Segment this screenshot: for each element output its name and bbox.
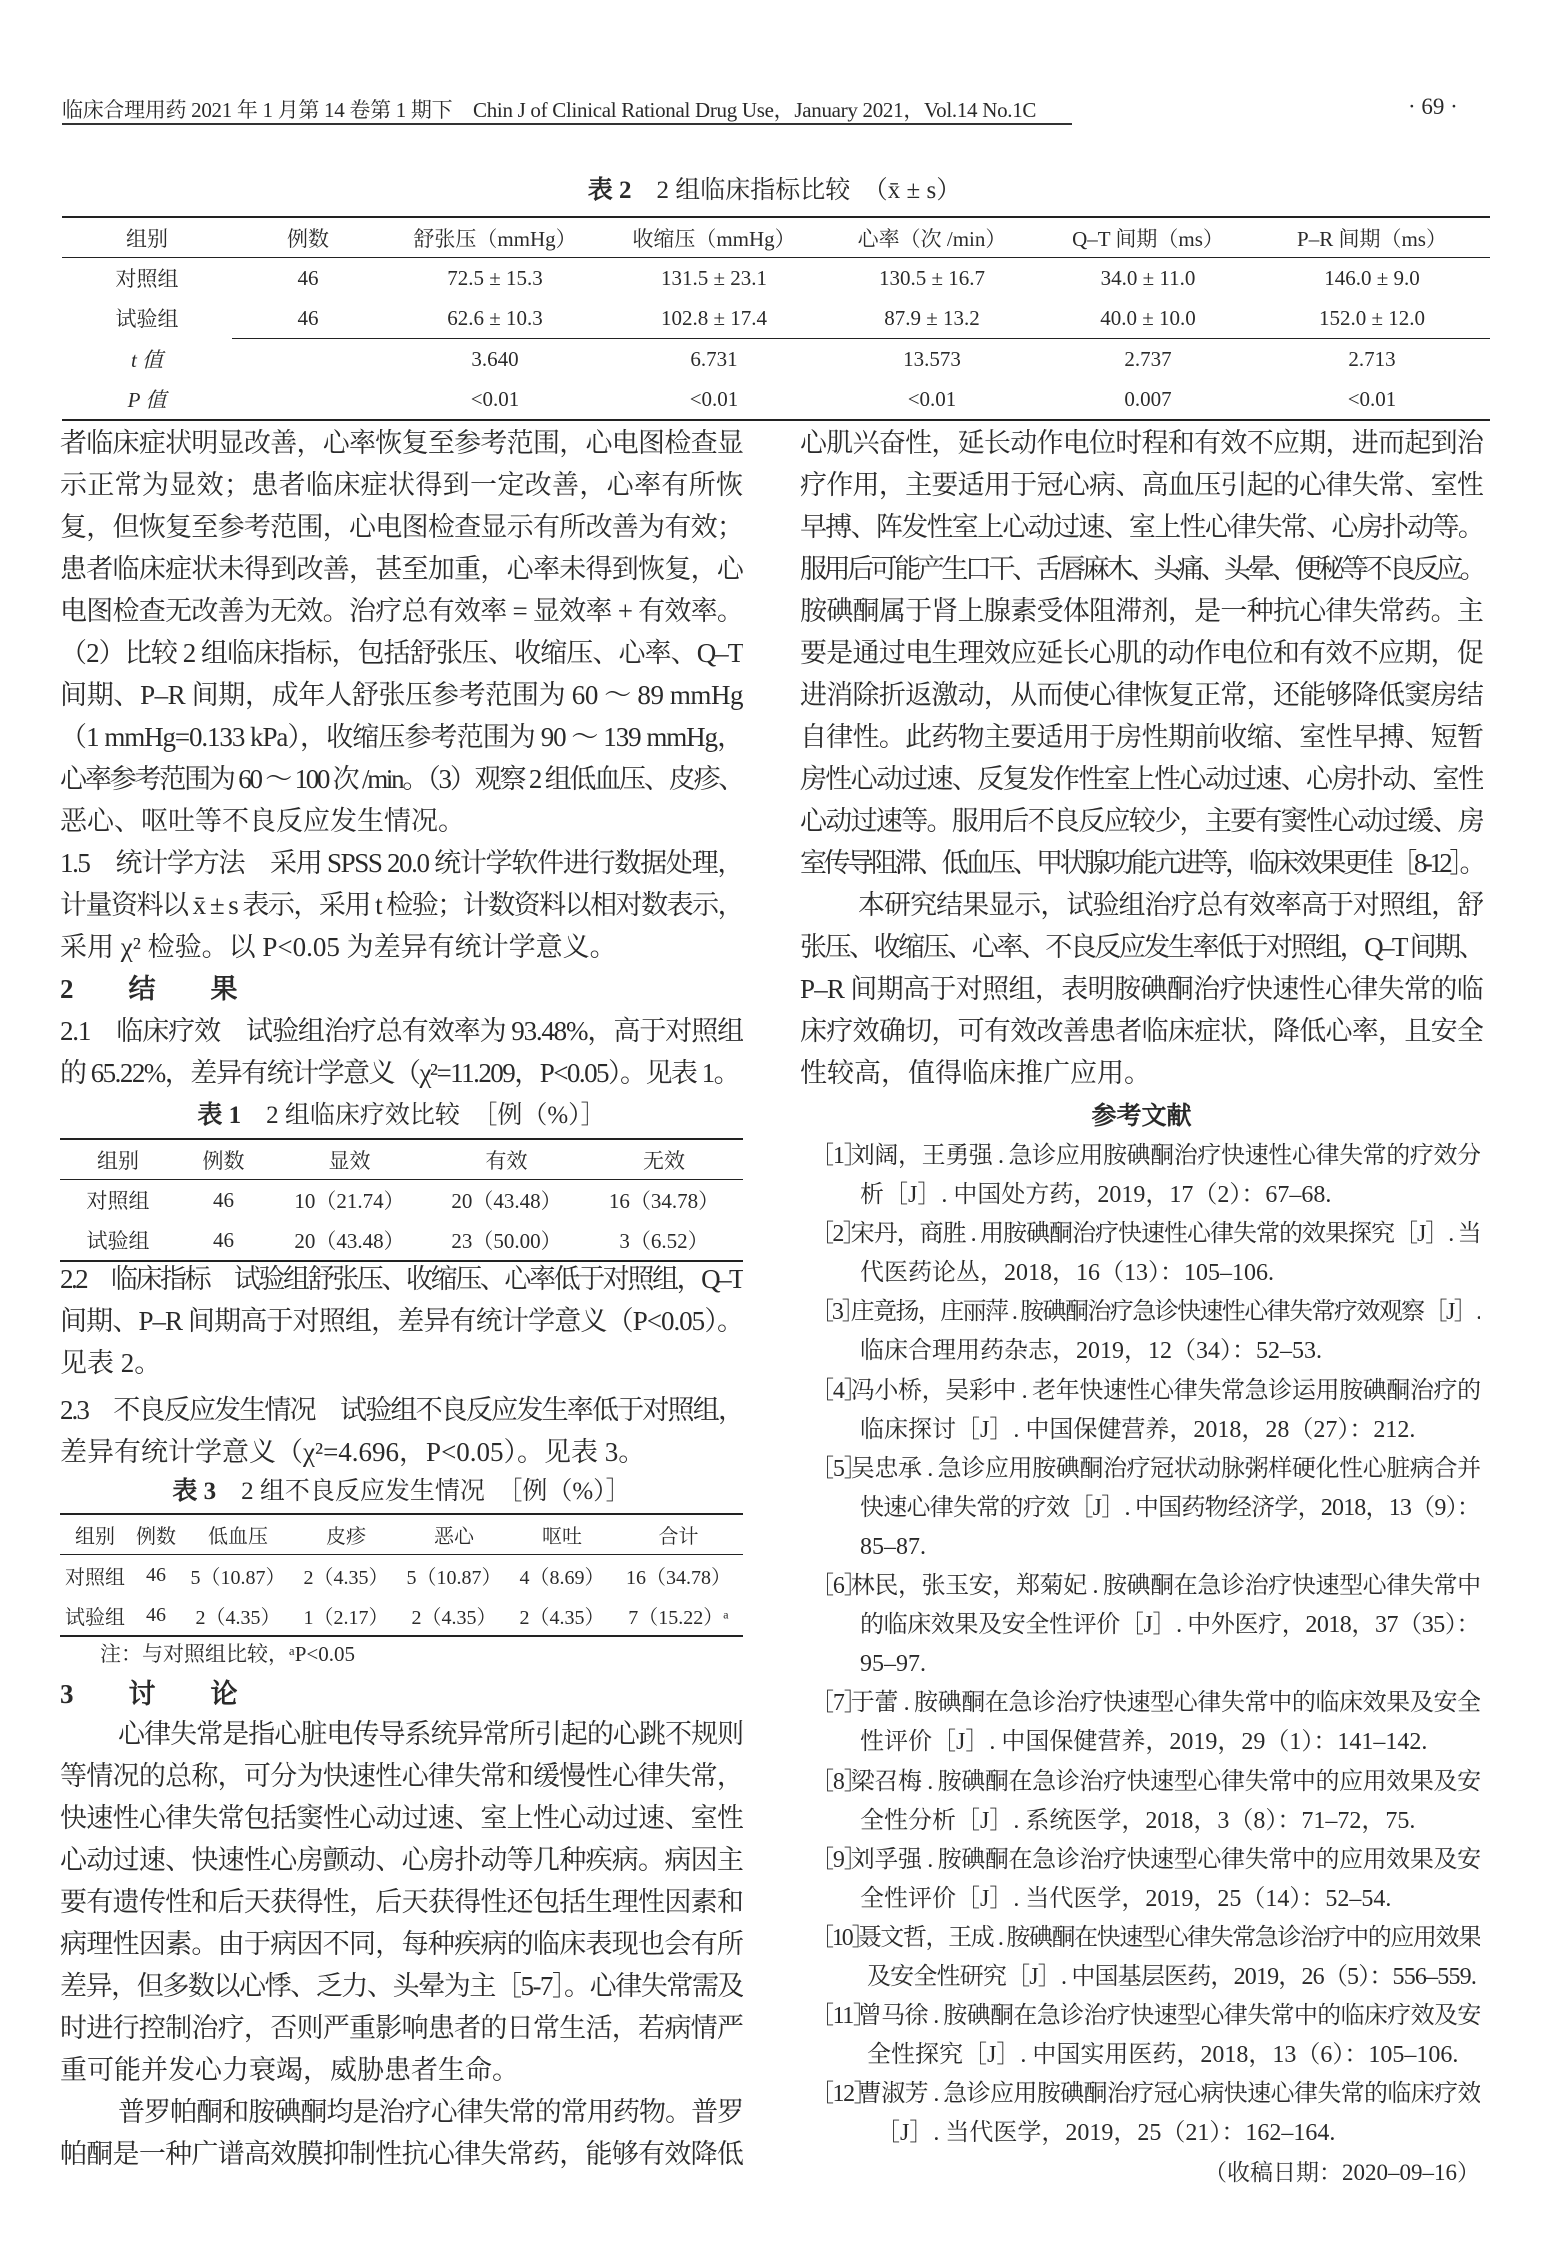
- table-cell: 102.8 ± 17.4: [660, 305, 768, 330]
- column-header: 皮疹: [294, 1514, 398, 1555]
- column-header: 组别: [62, 217, 232, 258]
- reference-text: 林民，张玉安，郑菊妃 . 胺碘酮在急诊治疗快速型心律失常中: [850, 1573, 1480, 1600]
- table-cell: 2.737: [1042, 339, 1254, 380]
- reference-line: [810, 2075, 1480, 2114]
- reference-text: 梁召梅 . 胺碘酮在急诊治疗快速型心律失常中的应用效果及安: [850, 1768, 1480, 1795]
- text-line: 患者临床症状未得到改善，甚至加重，心率未得到恢复，心: [60, 554, 743, 584]
- reference-line: [810, 1528, 1480, 1567]
- table-cell: <0.01: [907, 386, 957, 411]
- reference-text: 庄竟扬，庄丽萍 . 胺碘酮治疗急诊快速性心律失常疗效观察［J］.: [850, 1299, 1480, 1326]
- reference-line: [810, 1606, 1480, 1645]
- table-cell: 20（43.48）: [294, 1229, 405, 1253]
- reference-line: [810, 1723, 1480, 1762]
- reference-text: 曹淑芳 . 急诊应用胺碘酮治疗冠心病快速心律失常的临床疗效: [857, 2081, 1480, 2108]
- reference-number: ［1］: [810, 1143, 867, 1169]
- text-line: 2.3 不良反应发生情况 试验组不良反应发生率低于对照组，: [60, 1395, 743, 1425]
- table-header-row: [60, 1139, 743, 1180]
- reference-line: [810, 1880, 1480, 1919]
- table-cell: <0.01: [470, 386, 520, 411]
- table1-label: 表 1: [197, 1102, 242, 1129]
- text-line: 见表 2。: [60, 1348, 162, 1378]
- column-header: 收缩压（mmHg）: [606, 217, 822, 258]
- table-cell: <0.01: [1347, 386, 1397, 411]
- reference-text: 全性分析［J］. 系统医学，2018，3（8）：71–72，75.: [860, 1807, 1416, 1834]
- table-cell: 2（4.35）: [303, 1566, 389, 1589]
- table3-title: 2 组不良反应发生情况 ［例（%）］: [241, 1478, 631, 1505]
- reference-line: [810, 1684, 1480, 1723]
- column-header: 合计: [614, 1514, 743, 1555]
- reference-text: 宋丹，商胜 . 用胺碘酮治疗快速性心律失常的效果探究［J］. 当: [850, 1221, 1480, 1248]
- table-cell: 46: [213, 1187, 234, 1212]
- column-header: 例数: [176, 1139, 271, 1180]
- column-header: 低血压: [182, 1514, 294, 1555]
- text-line: 自律性。此药物主要适用于房性期前收缩、室性早搏、短暂: [800, 722, 1483, 752]
- text-line: 心律失常是指心脏电传导系统异常所引起的心跳不规则: [118, 1719, 743, 1749]
- header-rule: [62, 123, 1072, 125]
- column-header: 呕吐: [510, 1514, 614, 1555]
- table1-caption: [60, 1095, 743, 1137]
- reference-text: 全性探究［J］. 中国实用医药，2018，13（6）：105–106.: [867, 2042, 1459, 2069]
- column-header: 显效: [271, 1139, 428, 1180]
- reference-text: 及安全性研究［J］. 中国基层医药，2019，26（5）：556–559.: [867, 1963, 1476, 1990]
- text-line: 间期、P–R 间期，成年人舒张压参考范围为 60 ～ 89 mmHg: [60, 680, 743, 710]
- text-line: 疗作用，主要适用于冠心病、高血压引起的心律失常、室性: [800, 470, 1483, 500]
- section-2-3: [60, 1389, 743, 1473]
- reference-text: 冯小桥，吴彩中 . 老年快速性心律失常急诊运用胺碘酮治疗的: [850, 1377, 1480, 1404]
- column-header: Q–T 间期（ms）: [1042, 217, 1254, 258]
- reference-text: 于蕾 . 胺碘酮在急诊治疗快速型心律失常中的临床效果及安全: [850, 1690, 1480, 1717]
- text-line: 床疗效确切，可有效改善患者临床症状，降低心率，且安全: [800, 1016, 1483, 1046]
- table-cell: 20（43.48）: [451, 1189, 562, 1213]
- table1-title: 2 组临床疗效比较 ［例（%）］: [266, 1102, 606, 1129]
- reference-text: 性评价［J］. 中国保健营养，2019，29（1）：141–142.: [860, 1729, 1428, 1756]
- reference-item: [810, 1567, 1480, 1684]
- reference-item: [810, 1293, 1480, 1371]
- table-cell: 46: [297, 265, 319, 290]
- row-label: 试验组: [65, 1606, 125, 1629]
- table-row: [62, 379, 1490, 420]
- reference-text: 85–87.: [860, 1533, 926, 1560]
- reference-item: [810, 1841, 1480, 1919]
- table2-label: 表 2: [587, 177, 632, 204]
- table-cell: 62.6 ± 10.3: [447, 305, 543, 330]
- table-cell: [232, 379, 384, 420]
- reference-number: ［6］: [810, 1573, 867, 1600]
- table-cell: 40.0 ± 10.0: [1100, 305, 1196, 330]
- reference-text: 快速心律失常的疗效［J］. 中国药物经济学，2018，13（9）：: [860, 1494, 1480, 1521]
- table-row: [60, 1220, 743, 1261]
- text-line: 恶心、呕吐等不良反应发生情况。: [60, 806, 465, 836]
- text-line: 心肌兴奋性，延长动作电位时程和有效不应期，进而起到治: [800, 428, 1483, 458]
- reference-line: [810, 1489, 1480, 1528]
- references-heading: 参考文献: [1091, 1103, 1192, 1130]
- received-date: （收稿日期：2020–09–16）: [1204, 2160, 1480, 2185]
- table-cell: 2（4.35）: [519, 1606, 605, 1629]
- table-cell: <0.01: [689, 386, 739, 411]
- text-line: 早搏、阵发性室上心动过速、室上性心律失常、心房扑动等。: [800, 512, 1483, 542]
- reference-line: [810, 1919, 1480, 1958]
- reference-item: [810, 2075, 1480, 2153]
- table3: [60, 1513, 743, 1637]
- text-line: 服用后可能产生口干、舌唇麻木、头痛、头晕、便秘等不良反应。: [800, 554, 1483, 584]
- table-cell: 16（34.78）: [608, 1189, 720, 1213]
- reference-line: [810, 1215, 1480, 1254]
- table-header-row: [60, 1514, 743, 1555]
- discussion-paragraph-3: [800, 884, 1483, 1094]
- reference-line: [810, 1372, 1480, 1411]
- reference-number: ［11］: [810, 2003, 876, 2030]
- column-header: 舒张压（mmHg）: [384, 217, 606, 258]
- text-line: 要是通过电生理效应延长心肌的动作电位和有效不应期，促: [800, 638, 1483, 668]
- section-heading-results: 2 结 果: [60, 974, 252, 1004]
- reference-number: ［7］: [810, 1690, 867, 1717]
- text-line: 性较高，值得临床推广应用。: [800, 1058, 1151, 1088]
- text-line: 2.2 临床指标 试验组舒张压、收缩压、心率低于对照组，Q–T: [60, 1264, 743, 1294]
- table-cell: 10（21.74）: [294, 1189, 405, 1213]
- section-2-1: [60, 1010, 743, 1094]
- reference-number: ［8］: [810, 1768, 867, 1795]
- column-header: 恶心: [398, 1514, 510, 1555]
- table2-title: 2 组临床指标比较 （x̄ ± s）: [656, 177, 962, 204]
- reference-item: [810, 1372, 1480, 1450]
- table-cell: [232, 339, 384, 380]
- reference-text: 刘孚强 . 胺碘酮在急诊治疗快速型心律失常中的应用效果及安: [850, 1846, 1480, 1873]
- table-cell: 2.713: [1254, 339, 1490, 380]
- table-header-row: [62, 217, 1490, 258]
- reference-line: [810, 2114, 1480, 2153]
- table-cell: 1（2.17）: [303, 1606, 389, 1629]
- table-cell: 46: [213, 1227, 234, 1252]
- table-cell: 2（4.35）: [411, 1606, 497, 1629]
- reference-line: [810, 1997, 1480, 2036]
- text-line: 重可能并发心力衰竭，威胁患者生命。: [60, 2055, 519, 2085]
- table-row: [60, 1555, 743, 1596]
- text-line: P–R 间期高于对照组，表明胺碘酮治疗快速性心律失常的临: [800, 974, 1483, 1004]
- reference-line: [810, 1254, 1480, 1293]
- column-header: 心率（次 /min）: [822, 217, 1042, 258]
- table-cell: 46: [146, 1563, 166, 1586]
- reference-text: 95–97.: [860, 1651, 926, 1678]
- reference-line: [810, 1763, 1480, 1802]
- reference-text: 刘阔，王勇强 . 急诊应用胺碘酮治疗快速性心律失常的疗效分: [850, 1143, 1480, 1169]
- reference-text: 全性评价［J］. 当代医学，2019，25（14）：52–54.: [860, 1885, 1392, 1912]
- row-label: 对照组: [115, 267, 179, 291]
- running-header: 临床合理用药 2021 年 1 月第 14 卷第 1 期下 Chin J of Clinical Rational Drug Use，January 2021，Vol.14 No.1C: [62, 98, 1037, 122]
- reference-number: ［10］: [810, 1924, 874, 1951]
- reference-number: ［2］: [810, 1221, 866, 1248]
- row-label: t 值: [130, 347, 164, 372]
- reference-item: [810, 1137, 1480, 1215]
- discussion-paragraph-2-continued: [800, 422, 1483, 884]
- reference-item: [810, 1684, 1480, 1762]
- table1: [60, 1138, 743, 1262]
- reference-line: [810, 1293, 1480, 1332]
- text-line: 心动过速等。服用后不良反应较少，主要有窦性心动过缓、房: [800, 806, 1483, 836]
- reference-item: [810, 1997, 1480, 2075]
- reference-text: 临床合理用药杂志，2019，12（34）：52–53.: [860, 1338, 1322, 1365]
- row-label: 对照组: [86, 1189, 150, 1213]
- table-cell: 152.0 ± 12.0: [1318, 305, 1426, 330]
- text-line: 者临床症状明显改善，心率恢复至参考范围，心电图检查显: [60, 428, 743, 458]
- reference-number: ［3］: [810, 1299, 864, 1326]
- text-line: 电图检查无改善为无效。治疗总有效率 = 显效率 + 有效率。: [60, 596, 743, 626]
- text-line: 时进行控制治疗，否则严重影响患者的日常生活，若病情严: [60, 2013, 743, 2043]
- column-header: 有效: [428, 1139, 585, 1180]
- table-cell: 87.9 ± 13.2: [884, 305, 980, 330]
- reference-text: 代医药论丛，2018，16（13）：105–106.: [860, 1260, 1274, 1287]
- text-line: 2.1 临床疗效 试验组治疗总有效率为 93.48%，高于对照组: [60, 1016, 743, 1046]
- table3-caption: [60, 1471, 743, 1513]
- reference-line: [810, 1841, 1480, 1880]
- table-cell: 46: [146, 1603, 166, 1626]
- table-cell: 146.0 ± 9.0: [1324, 265, 1420, 290]
- table-cell: 3（6.52）: [619, 1229, 709, 1253]
- table-cell: 16（34.78）: [626, 1566, 731, 1589]
- reference-item: [810, 1215, 1480, 1293]
- table-cell: 23（50.00）: [451, 1229, 562, 1253]
- table2: [62, 216, 1490, 421]
- table-cell: 46: [297, 305, 319, 330]
- table-row: [62, 298, 1490, 339]
- table-cell: 13.573: [822, 339, 1042, 380]
- table-cell: 5（10.87）: [190, 1566, 286, 1589]
- table-cell: 72.5 ± 15.3: [447, 265, 543, 290]
- reference-text: 的临床效果及安全性评价［J］. 中外医疗，2018，37（35）：: [860, 1612, 1480, 1639]
- column-header: P–R 间期（ms）: [1254, 217, 1490, 258]
- row-label: 试验组: [86, 1229, 150, 1253]
- table-row: [62, 258, 1490, 299]
- table-cell: 130.5 ± 16.7: [878, 265, 986, 290]
- text-line: 差异，但多数以心悸、乏力、头晕为主［5-7］。心律失常需及: [60, 1971, 743, 2001]
- table-cell: 7（15.22）ᵃ: [628, 1606, 729, 1629]
- reference-number: ［12］: [810, 2081, 877, 2108]
- text-line: 复，但恢复至参考范围，心电图检查显示有所改善为有效；: [60, 512, 743, 542]
- reference-line: [810, 1567, 1480, 1606]
- reference-list: [810, 1137, 1480, 2153]
- reference-text: 曾马徐 . 胺碘酮在急诊治疗快速型心律失常中的临床疗效及安: [857, 2003, 1480, 2030]
- text-line: （2）比较 2 组临床指标，包括舒张压、收缩压、心率、Q–T: [60, 638, 743, 668]
- discussion-paragraph-2: [60, 2091, 743, 2175]
- text-line: 采用 χ² 检验。以 P<0.05 为差异有统计学意义。: [60, 932, 617, 962]
- table3-note: 注：与对照组比较，ᵃP<0.05: [100, 1642, 356, 1666]
- text-line: 的 65.22%，差异有统计学意义（χ²=11.209，P<0.05）。见表 1。: [60, 1058, 740, 1088]
- text-line: 房性心动过速、反复发作性室上性心动过速、心房扑动、室性: [800, 764, 1483, 794]
- row-label: P 值: [127, 388, 167, 412]
- reference-text: 临床探讨［J］. 中国保健营养，2018，28（27）：212.: [860, 1416, 1416, 1443]
- text-line: 心率参考范围为 60 ～ 100 次 /min。（3）观察 2 组低血压、皮疹、: [60, 764, 743, 794]
- text-line: （1 mmHg=0.133 kPa），收缩压参考范围为 90 ～ 139 mmHg，: [60, 722, 743, 752]
- reference-line: [810, 1411, 1480, 1450]
- text-line: 本研究结果显示，试验组治疗总有效率高于对照组，舒: [858, 890, 1483, 920]
- discussion-paragraph-1: [60, 1713, 743, 2091]
- reference-line: [810, 1958, 1480, 1997]
- reference-line: [810, 1332, 1480, 1371]
- table-row: [62, 339, 1490, 380]
- column-header: 无效: [585, 1139, 743, 1180]
- reference-item: [810, 1763, 1480, 1841]
- text-line: 要有遗传性和后天获得性，后天获得性还包括生理性因素和: [60, 1887, 743, 1917]
- row-label: 对照组: [65, 1566, 125, 1589]
- method-paragraph: [60, 422, 743, 842]
- reference-line: [810, 1137, 1480, 1176]
- section-1-5-statistics: [60, 842, 743, 968]
- table3-label: 表 3: [172, 1478, 217, 1505]
- reference-number: ［9］: [810, 1846, 867, 1873]
- column-header: 例数: [232, 217, 384, 258]
- text-line: 进消除折返激动，从而使心律恢复正常，还能够降低窦房结: [800, 680, 1483, 710]
- reference-text: 吴忠承 . 急诊应用胺碘酮治疗冠状动脉粥样硬化性心脏病合并: [850, 1455, 1480, 1482]
- table-row: [60, 1180, 743, 1221]
- reference-line: [810, 1802, 1480, 1841]
- text-line: 间期、P–R 间期高于对照组，差异有统计学意义（P<0.05）。: [60, 1306, 743, 1336]
- text-line: 1.5 统计学方法 采用 SPSS 20.0 统计学软件进行数据处理，: [60, 848, 743, 878]
- text-line: 计量资料以 x̄ ± s 表示，采用 t 检验；计数资料以相对数表示，: [60, 890, 743, 920]
- reference-line: [810, 1645, 1480, 1684]
- text-line: 快速性心律失常包括窦性心动过速、室上性心动过速、室性: [60, 1803, 743, 1833]
- text-line: 帕酮是一种广谱高效膜抑制性抗心律失常药，能够有效降低: [60, 2139, 743, 2169]
- row-label: 试验组: [115, 307, 179, 332]
- reference-line: [810, 2036, 1480, 2075]
- table-cell: 4（8.69）: [519, 1566, 605, 1589]
- reference-text: ［J］. 当代医学，2019，25（21）：162–164.: [876, 2120, 1336, 2147]
- reference-text: 析［J］. 中国处方药，2019，17（2）：67–68.: [860, 1182, 1332, 1209]
- text-line: 室传导阻滞、低血压、甲状腺功能亢进等，临床效果更佳［8-12］。: [800, 848, 1483, 878]
- page-number: · 69 ·: [1408, 94, 1458, 119]
- reference-line: [810, 1450, 1480, 1489]
- table-cell: 0.007: [1124, 386, 1172, 411]
- text-line: 差异有统计学意义（χ²=4.696，P<0.05）。见表 3。: [60, 1437, 646, 1467]
- text-line: 普罗帕酮和胺碘酮均是治疗心律失常的常用药物。普罗: [118, 2097, 743, 2127]
- reference-number: ［4］: [810, 1377, 867, 1404]
- section-heading-discussion: 3 讨 论: [60, 1679, 252, 1709]
- text-line: 病理性因素。由于病因不同，每种疾病的临床表现也会有所: [60, 1929, 743, 1959]
- reference-line: [810, 1176, 1480, 1215]
- text-line: 张压、收缩压、心率、不良反应发生率低于对照组，Q–T 间期、: [800, 932, 1483, 962]
- table-cell: 3.640: [384, 339, 606, 380]
- reference-item: [810, 1919, 1480, 1997]
- reference-text: 聂文哲，王成 . 胺碘酮在快速型心律失常急诊治疗中的应用效果: [857, 1924, 1480, 1951]
- column-header: 组别: [60, 1139, 176, 1180]
- text-line: 心动过速、快速性心房颤动、心房扑动等几种疾病。病因主: [60, 1845, 743, 1875]
- table2-caption: [0, 170, 1549, 212]
- column-header: 组别: [60, 1514, 130, 1555]
- text-line: 等情况的总称，可分为快速性心律失常和缓慢性心律失常，: [60, 1761, 743, 1791]
- table-cell: 2（4.35）: [195, 1606, 281, 1629]
- table-cell: 34.0 ± 11.0: [1100, 265, 1196, 290]
- text-line: 示正常为显效；患者临床症状得到一定改善，心率有所恢: [60, 470, 743, 500]
- table-cell: 6.731: [606, 339, 822, 380]
- column-header: 例数: [130, 1514, 182, 1555]
- reference-item: [810, 1450, 1480, 1567]
- table-cell: 5（10.87）: [406, 1566, 502, 1589]
- text-line: 胺碘酮属于肾上腺素受体阻滞剂，是一种抗心律失常药。主: [800, 596, 1483, 626]
- table-cell: 131.5 ± 23.1: [660, 265, 768, 290]
- table-row: [60, 1595, 743, 1636]
- reference-number: ［5］: [810, 1455, 867, 1482]
- section-2-2: [60, 1258, 743, 1384]
